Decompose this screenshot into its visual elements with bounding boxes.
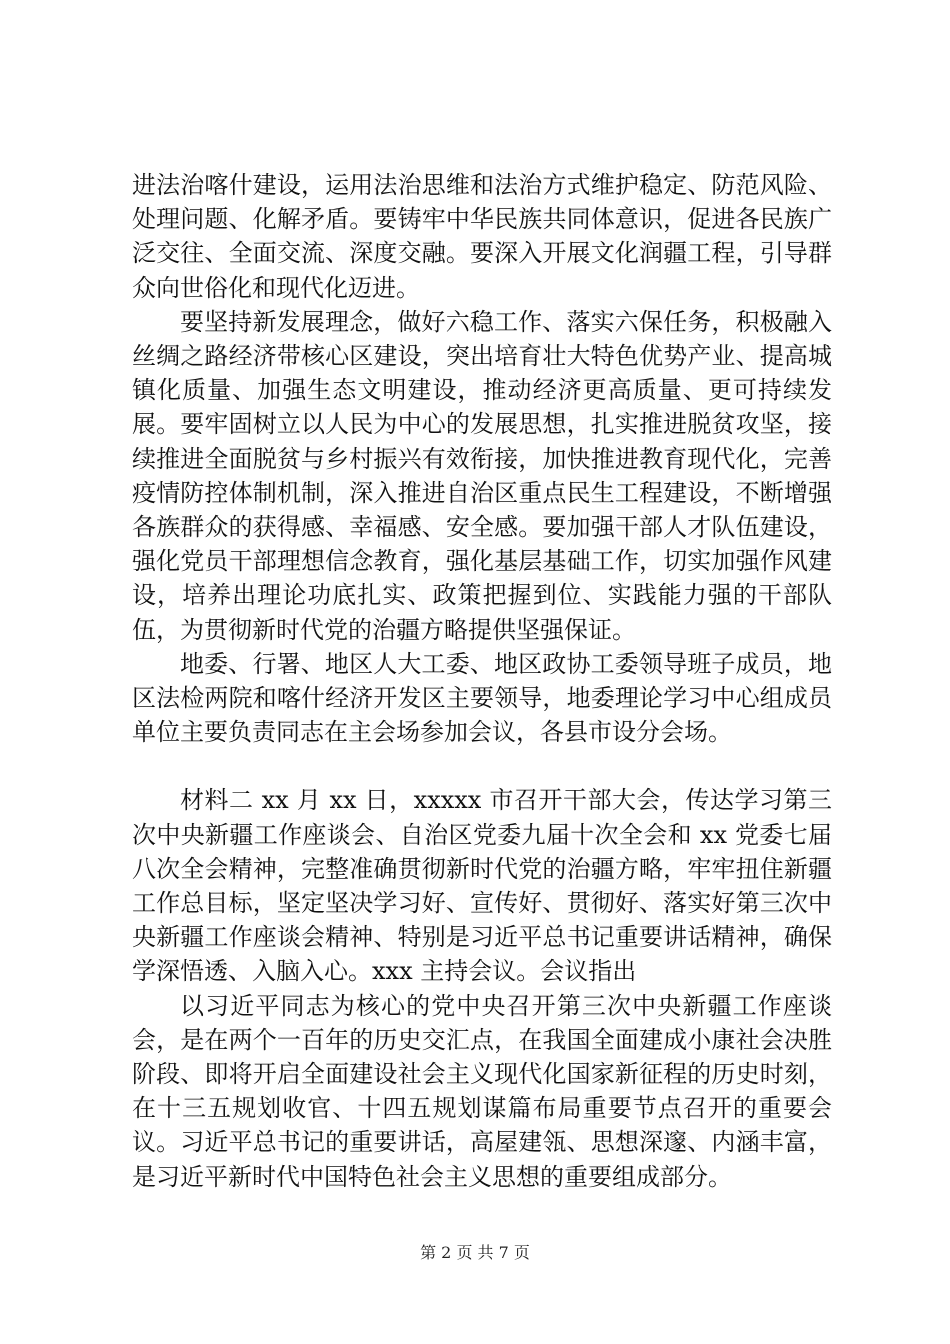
paragraph-4: 材料二 xx 月 xx 日，xxxxx 市召开干部大会，传达学习第三次中央新疆工作座谈会、自治区党委九届十次全会和 xx 党委七届八次全会精神，完整准确贯彻新时代党的治疆方略，牢牢扭住新疆工作总目标，坚定坚决学习好、宣传好、贯彻好、落实好第三次中央新疆工作座谈会精神、特别是习近平总书记重要讲话精神，确保学深悟透、入脑入心。xxx 主持会议。会议指出 [132, 786, 832, 986]
paragraph-5: 以习近平同志为核心的党中央召开第三次中央新疆工作座谈会，是在两个一百年的历史交汇点，在我国全面建成小康社会决胜阶段、即将开启全面建设社会主义现代化国家新征程的历史时刻，在十三五规划收官、十四五规划谋篇布局重要节点召开的重要会议。习近平总书记的重要讲话，高屋建瓴、思想深邃、内涵丰富，是习近平新时代中国特色社会主义思想的重要组成部分。 [132, 991, 832, 1191]
paragraph-3: 地委、行署、地区人大工委、地区政协工委领导班子成员，地区法检两院和喀什经济开发区主要领导，地委理论学习中心组成员单位主要负责同志在主会场参加会议，各县市设分会场。 [132, 649, 832, 747]
paragraph-spacer [132, 749, 832, 783]
document-body [132, 168, 832, 1194]
page-footer: 第 2 页 共 7 页 [420, 1243, 530, 1262]
paragraph-1: 进法治喀什建设，运用法治思维和法治方式维护稳定、防范风险、处理问题、化解矛盾。要铸牢中华民族共同体意识，促进各民族广泛交往、全面交流、深度交融。要深入开展文化润疆工程，引导群众向世俗化和现代化迈进。 [132, 171, 832, 302]
paragraph-2: 要坚持新发展理念，做好六稳工作、落实六保任务，积极融入丝绸之路经济带核心区建设，突出培育壮大特色优势产业、提高城镇化质量、加强生态文明建设，推动经济更高质量、更可持续发展。要牢固树立以人民为中心的发展思想，扎实推进脱贫攻坚，接续推进全面脱贫与乡村振兴有效衔接，加快推进教育现代化，完善疫情防控体制机制，深入推进自治区重点民生工程建设，不断增强各族群众的获得感、幸福感、安全感。要加强干部人才队伍建设，强化党员干部理想信念教育，强化基层基础工作，切实加强作风建设，培养出理论功底扎实、政策把握到位、实践能力强的干部队伍，为贯彻新时代党的治疆方略提供坚强保证。 [132, 307, 832, 644]
